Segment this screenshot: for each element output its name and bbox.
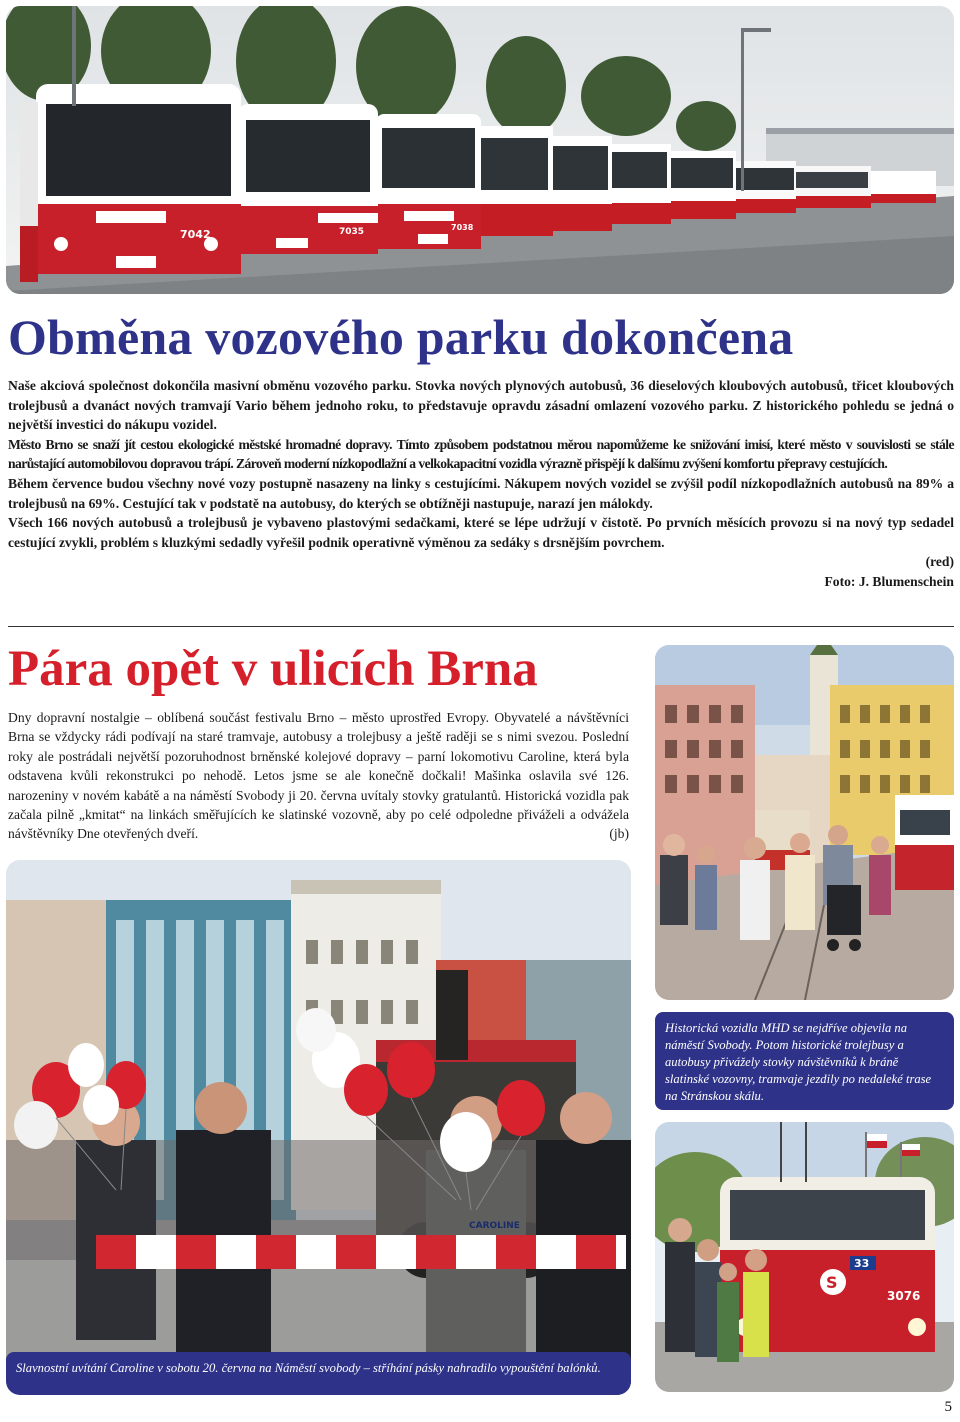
photo-caroline-balloons <box>6 860 631 1395</box>
article1-author: (red) <box>925 554 954 570</box>
article2-text: Dny dopravní nostalgie – oblíbená součást festivalu Brno – město uprostřed Evropy. Obyvatelé a návštěvníci Brna se vždycky rádi podívají na staré tramvaje, autobusy a trolejbusy a ještě raději se s nimi svezou. Poslední roky ale postrádali největší pozoruhodnost brněnské kolejové dopravy – parní lokomotivu Caroline, která byla odstavena kvůli rekonstrukci po nehodě. Letos jsme se ale konečně dočkali! Mašinka oslavila své 126. narozeniny v novém kabátě a na náměstí Svobody ji 20. června uvítaly stovky gratulantů. Historická vozidla pak začala pilně „kmitat“ na linkách směřujících ke slatinské vozovně, aby po celé odpoledne přiváželi a odvážela návštěvníky Dne otevřených dveří. <box>8 710 629 842</box>
article2-body <box>8 708 629 844</box>
article1-body <box>8 376 954 592</box>
caption-caroline: Slavnostní uvítání Caroline v sobotu 20. června na Náměstí svobody – stříhání pásky nahradilo vypouštění balónků. <box>6 1352 631 1395</box>
article1-photo-credit: Foto: J. Blumenschein <box>824 573 954 589</box>
photo-historic-tram-street <box>655 645 954 1000</box>
trolleybus-letter: S <box>826 1273 838 1292</box>
article1-paragraph: Město Brno se snaží jít cestou ekologické městské hromadné dopravy. Tímto způsobem podstatnou měrou napomůžeme ke snižování imisí, které město v souvislosti se stále narůstající automobilovou dopravou trápí. Zároveň moderní nízkopodlažní a velkokapacitní vozidla výrazně přispějí k dalšímu zvýšení komfortu přepravy cestujících. <box>8 436 954 472</box>
page-number: 5 <box>944 1399 952 1415</box>
bus-number-1: 7042 <box>180 228 211 241</box>
section-divider <box>8 626 954 627</box>
trolleybus-number: 3076 <box>887 1289 921 1303</box>
article1-paragraph: Naše akciová společnost dokončila masivní obměnu vozového parku. Stovka nových plynových autobusů, 36 dieselových kloubových autobusů, třicet kloubových trolejbusů a dvanáct nových tramvají Vario během jednoho roku, to představuje opravdu zásadní omlazení vozového parku. Z historického pohledu se jedná o největší investici do nákupu vozidel. <box>8 378 954 433</box>
article2-title: Pára opět v ulicích Brna <box>8 641 538 697</box>
article1-title: Obměna vozového parku dokončena <box>8 309 794 365</box>
article1-paragraph: Během července budou všechny nové vozy postupně nasazeny na linky s cestujícími. Nákupem nových vozidel se zvýšil podíl nízkopodlažních autobusů na 89% a trolejbusů na 69%. Cestující tak v podstatě na autobusy, do kterých se obtížněji nastupuje, narazí jen málokdy. <box>8 475 954 511</box>
photo-new-buses <box>6 6 954 294</box>
bus-number-2: 7035 <box>339 227 365 237</box>
bus-number-3: 7038 <box>451 223 474 232</box>
trolleybus-route: 33 <box>854 1257 870 1270</box>
article2-author: (jb) <box>609 826 629 842</box>
banner-text: CAROLINE <box>469 1221 520 1231</box>
article1-paragraph: Všech 166 nových autobusů a trolejbusů je vybaveno plastovými sedačkami, které se lépe udržují v čistotě. Po prvních měsících provozu si na nový typ sedadel cestující zvykli, problém s kluzkými sedadly vyřešil podnik operativně výměnou za sedáky s drsnějším povrchem. <box>8 515 954 550</box>
photo-trolleybus <box>655 1122 954 1392</box>
caption-mhd: Historická vozidla MHD se nejdříve objevila na náměstí Svobody. Potom historické trolejbusy a autobusy přivážely stovky návštěvníků k bráně slatinské vozovny, tramvaje jezdily po nedaleké trase na Stránskou skálu. <box>655 1012 954 1110</box>
